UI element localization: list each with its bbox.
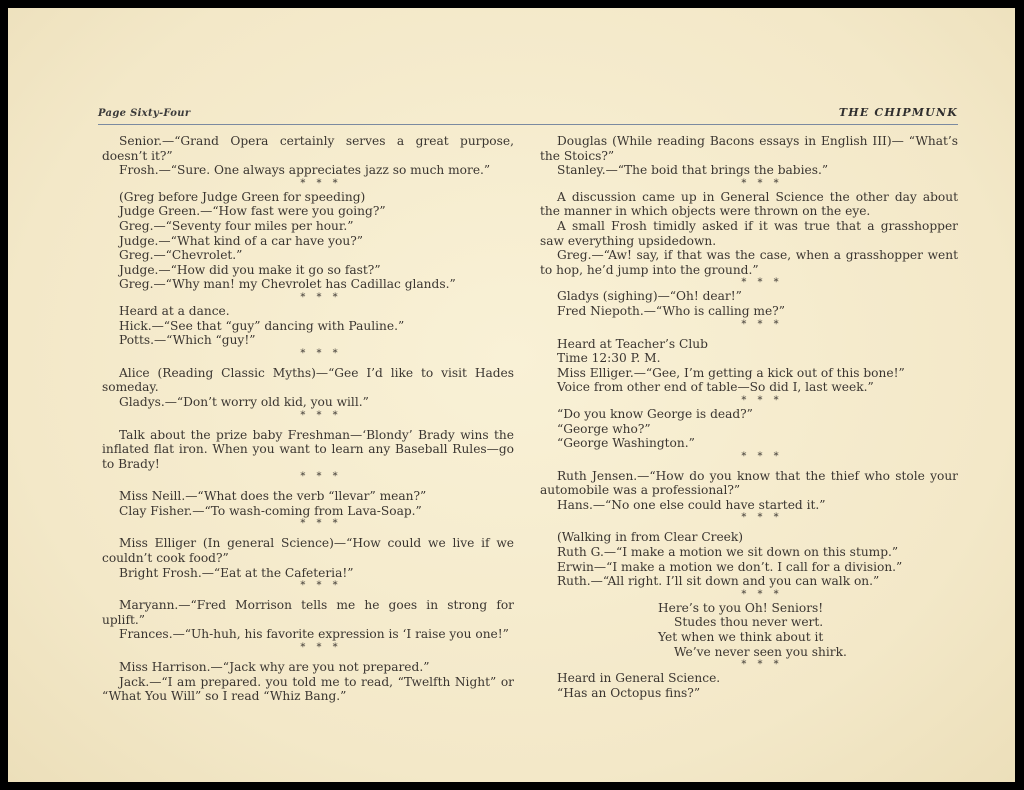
separator-stars: * * *	[741, 177, 783, 189]
joke-line: Greg.—“Aw! say, if that was the case, when a grasshopper went to hop, he’d jump into the ground.”	[540, 248, 958, 277]
joke-line: Bright Frosh.—“Eat at the Cafeteria!”	[119, 565, 354, 580]
joke-line: Erwin—“I make a motion we don’t. I call for a division.”	[557, 559, 903, 574]
joke-line: Judge Green.—“How fast were you going?”	[119, 204, 386, 219]
joke-line: Miss Elliger.—“Gee, I’m getting a kick out of this bone!”	[557, 365, 905, 380]
joke-line: “Do you know George is dead?”	[557, 406, 753, 421]
joke-line: Miss Neill.—“What does the verb “llevar” mean?”	[119, 489, 427, 504]
left-column	[102, 134, 514, 704]
joke-line: Greg.—“Seventy four miles per hour.”	[119, 218, 354, 233]
joke-line: Judge.—“How did you make it go so fast?”	[119, 262, 381, 277]
joke-line: Greg.—“Why man! my Chevrolet has Cadillac glands.”	[119, 277, 456, 292]
joke-line: Senior.—“Grand Opera certainly serves a great purpose, doesn’t it?”	[102, 134, 514, 163]
separator-stars: * * *	[741, 394, 783, 406]
joke-line: Greg.—“Chevrolet.”	[119, 248, 243, 263]
separator-stars: * * *	[300, 518, 342, 530]
joke-line: Voice from other end of table—So did I, last week.”	[557, 380, 874, 395]
joke-line: Frosh.—“Sure. One always appreciates jazz so much more.”	[119, 163, 491, 178]
joke-line: A discussion came up in General Science the other day about the manner in which objects were thrown on the eye.	[540, 189, 958, 219]
joke-line: Ruth Jensen.—“How do you know that the thief who stole your automobile was a professional?”	[540, 468, 958, 498]
joke-line: Douglas (While reading Bacons essays in English III)— “What’s the Stoics?”	[540, 134, 958, 163]
poem-line: Here’s to you Oh! Seniors!	[658, 600, 824, 615]
joke-line: Miss Harrison.—“Jack why are you not prepared.”	[119, 660, 430, 675]
separator-stars: * * *	[741, 318, 783, 330]
poem-line: Studes thou never wert.	[674, 615, 824, 630]
joke-line: “George Washington.”	[557, 436, 695, 451]
separator-stars: * * *	[300, 471, 342, 483]
separator-stars: * * *	[741, 512, 783, 524]
joke-line: Heard in General Science.	[557, 671, 721, 686]
joke-line: Stanley.—“The boid that brings the babies.”	[557, 163, 829, 178]
joke-line: Heard at a dance.	[119, 303, 230, 318]
separator-stars: * * *	[300, 347, 342, 359]
joke-line: (Walking in from Clear Creek)	[557, 530, 744, 545]
poem-line: We’ve never seen you shirk.	[674, 644, 847, 659]
joke-line: Jack.—“I am prepared. you told me to read, “Twelfth Night” or “What You Will” so I read “Whiz Bang.”	[102, 674, 514, 704]
joke-line: A small Frosh timidly asked if it was true that a grasshopper saw everything upsidedown.	[540, 218, 958, 248]
separator-stars: * * *	[300, 177, 342, 189]
separator-stars: * * *	[741, 588, 783, 600]
separator-stars: * * *	[741, 450, 783, 462]
joke-line: Potts.—“Which “guy!”	[119, 333, 256, 348]
joke-line: “Has an Octopus fins?”	[557, 685, 701, 700]
poem	[540, 601, 958, 659]
joke-line: Ruth G.—“I make a motion we sit down on this stump.”	[557, 545, 899, 560]
separator-stars: * * *	[300, 291, 342, 303]
document-page	[8, 8, 1015, 782]
joke-line: Clay Fisher.—“To wash-coming from Lava-Soap.”	[119, 503, 422, 518]
joke-line: Gladys.—“Don’t worry old kid, you will.”	[119, 394, 369, 409]
publication-title: THE CHIPMUNK	[838, 106, 958, 119]
joke-line: Maryann.—“Fred Morrison tells me he goes in strong for uplift.”	[102, 598, 514, 627]
right-column	[540, 134, 958, 700]
separator-stars: * * *	[741, 659, 783, 671]
page-number: Page Sixty-Four	[98, 108, 191, 119]
joke-line: Judge.—“What kind of a car have you?”	[119, 233, 363, 248]
joke-line: Heard at Teacher’s Club	[557, 336, 708, 351]
poem-line: Yet when we think about it	[658, 630, 824, 645]
joke-line: Alice (Reading Classic Myths)—“Gee I’d like to visit Hades someday.	[102, 365, 514, 395]
joke-line: Frances.—“Uh-huh, his favorite expression is ‘I raise you one!”	[119, 627, 509, 642]
joke-line: “George who?”	[557, 421, 651, 436]
joke-line: Hick.—“See that “guy” dancing with Pauline.”	[119, 318, 405, 333]
joke-line: Hans.—“No one else could have started it.”	[557, 497, 826, 512]
page-header	[98, 108, 958, 125]
separator-stars: * * *	[300, 580, 342, 592]
joke-line: (Greg before Judge Green for speeding)	[119, 189, 366, 204]
joke-line: Ruth.—“All right. I’ll sit down and you can walk on.”	[557, 574, 880, 589]
joke-line: Miss Elliger (In general Science)—“How could we live if we couldn’t cook food?”	[102, 536, 514, 566]
separator-stars: * * *	[300, 642, 342, 654]
separator-stars: * * *	[300, 409, 342, 421]
joke-line: Talk about the prize baby Freshman—‘Blondy’ Brady wins the inflated flat iron. When you want to learn any Baseball Rules—go to Brady!	[102, 427, 514, 471]
joke-line: Time 12:30 P. M.	[557, 351, 661, 366]
separator-stars: * * *	[741, 277, 783, 289]
joke-line: Gladys (sighing)—“Oh! dear!”	[557, 289, 742, 304]
joke-line: Fred Niepoth.—“Who is calling me?”	[557, 303, 785, 318]
